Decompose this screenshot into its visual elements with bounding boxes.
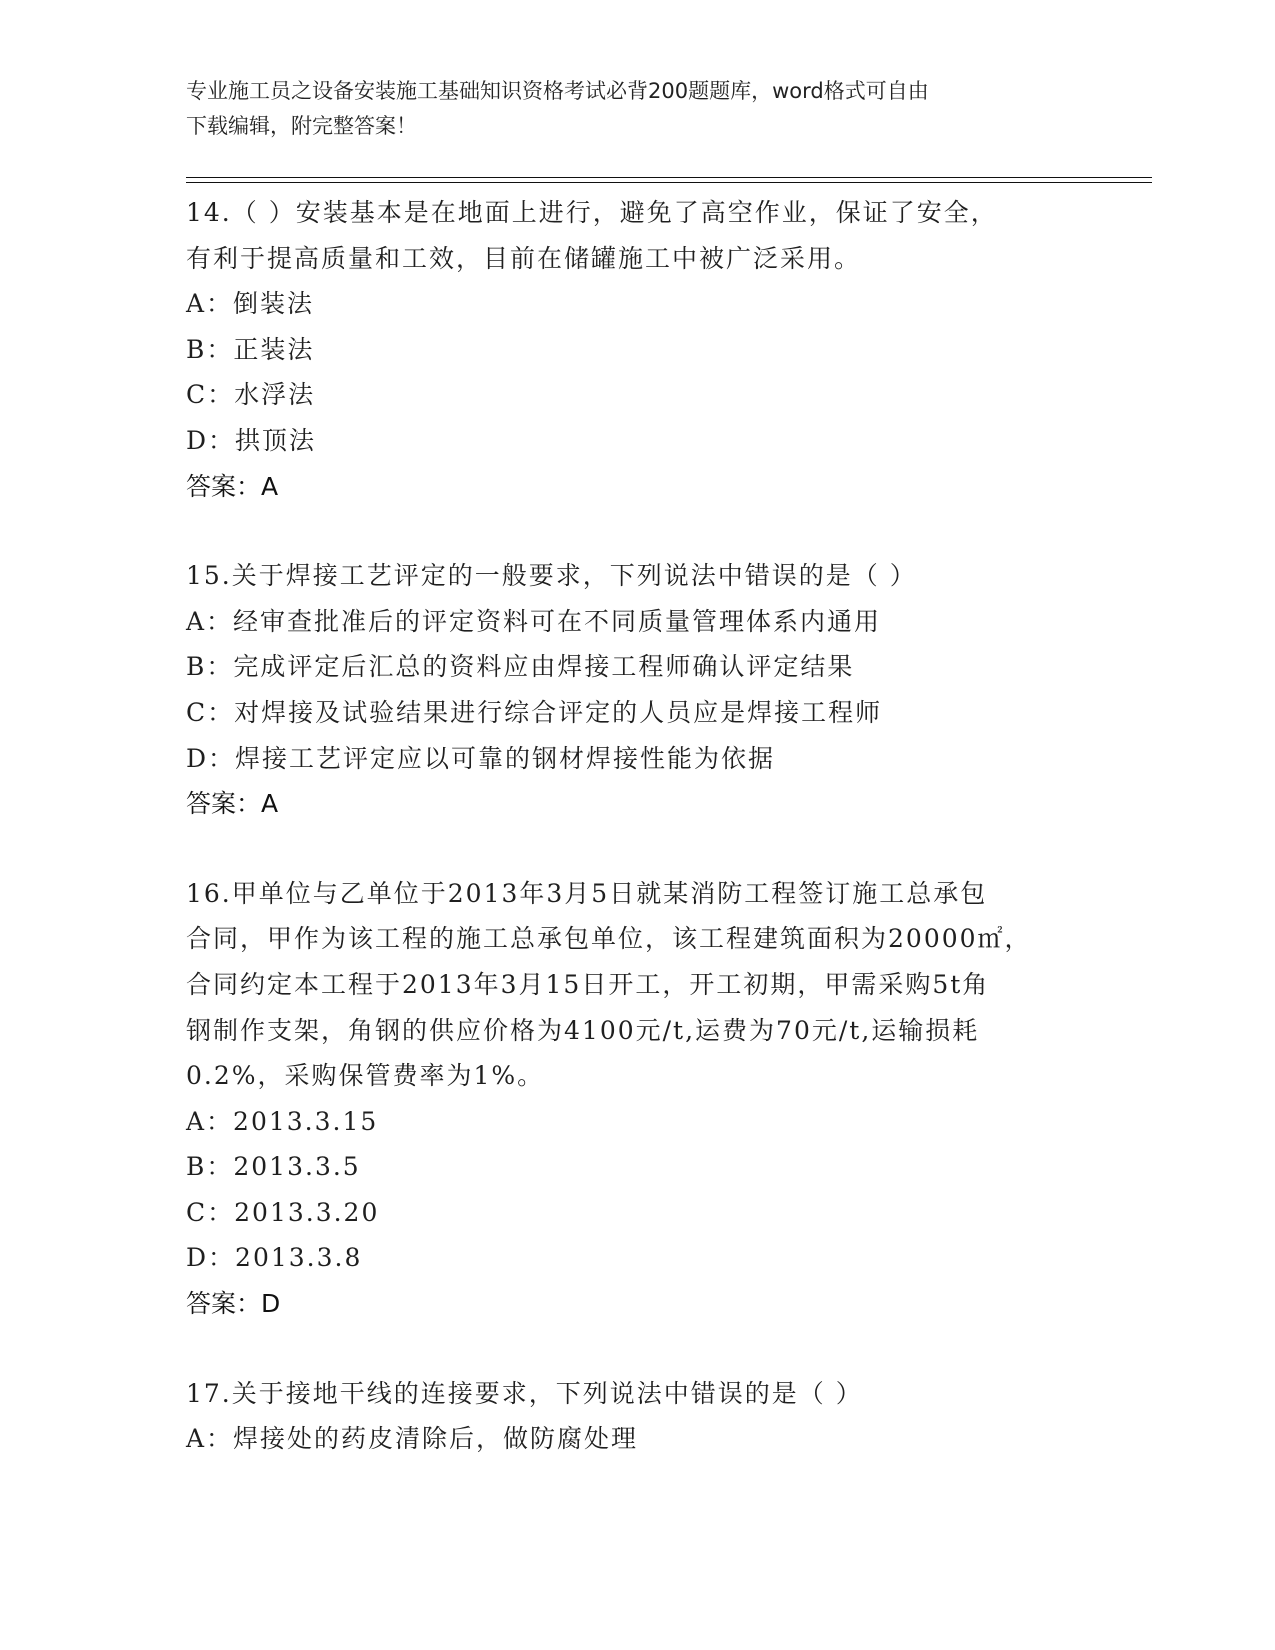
question-15	[186, 553, 1086, 827]
header-line-1: 专业施工员之设备安装施工基础知识资格考试必背200题题库，word格式可自由	[186, 79, 929, 103]
answer-line: 答案：D	[186, 1289, 281, 1319]
header-divider-bottom	[186, 182, 1152, 183]
option-a: A：倒装法	[186, 289, 315, 319]
option-c: C：2013.3.20	[186, 1197, 380, 1227]
answer-line: 答案：A	[186, 789, 279, 819]
option-d: D：拱顶法	[186, 425, 317, 455]
option-a: A：2013.3.15	[186, 1106, 379, 1136]
option-c: C：水浮法	[186, 380, 316, 410]
question-list	[186, 190, 1086, 1506]
option-c: C：对焊接及试验结果进行综合评定的人员应是焊接工程师	[186, 697, 883, 727]
option-d: D：2013.3.8	[186, 1243, 363, 1273]
question-14	[186, 190, 1086, 509]
header-line-2: 下载编辑，附完整答案！	[186, 114, 417, 138]
option-b: B：2013.3.5	[186, 1152, 361, 1182]
question-16	[186, 871, 1086, 1327]
option-a: A：焊接处的药皮清除后，做防腐处理	[186, 1424, 639, 1454]
question-stem-line: 合同约定本工程于2013年3月15日开工，开工初期，甲需采购5t角	[186, 969, 990, 999]
question-stem-line: 有利于提高质量和工效，目前在储罐施工中被广泛采用。	[186, 243, 862, 273]
option-a: A：经审查批准后的评定资料可在不同质量管理体系内通用	[186, 606, 882, 636]
question-17	[186, 1371, 1086, 1462]
answer-line: 答案：A	[186, 471, 279, 501]
question-stem-line: 15.关于焊接工艺评定的一般要求，下列说法中错误的是（ ）	[186, 561, 917, 591]
option-b: B：完成评定后汇总的资料应由焊接工程师确认评定结果	[186, 652, 855, 682]
question-stem-line: 17.关于接地干线的连接要求，下列说法中错误的是（ ）	[186, 1378, 863, 1408]
question-stem-line: 16.甲单位与乙单位于2013年3月5日就某消防工程签订施工总承包	[186, 878, 988, 908]
option-d: D：焊接工艺评定应以可靠的钢材焊接性能为依据	[186, 743, 776, 773]
option-b: B：正装法	[186, 334, 315, 364]
question-stem-line: 钢制作支架，角钢的供应价格为4100元/t,运费为70元/t,运输损耗	[186, 1015, 980, 1045]
question-stem-line: 0.2%，采购保管费率为1%。	[186, 1061, 545, 1091]
question-stem-line: 14.（ ）安装基本是在地面上进行，避免了高空作业，保证了安全，	[186, 198, 998, 227]
header-divider-top	[186, 177, 1152, 178]
question-stem-line: 合同，甲作为该工程的施工总承包单位，该工程建筑面积为20000㎡，	[186, 924, 1032, 954]
document-header	[186, 74, 1086, 144]
